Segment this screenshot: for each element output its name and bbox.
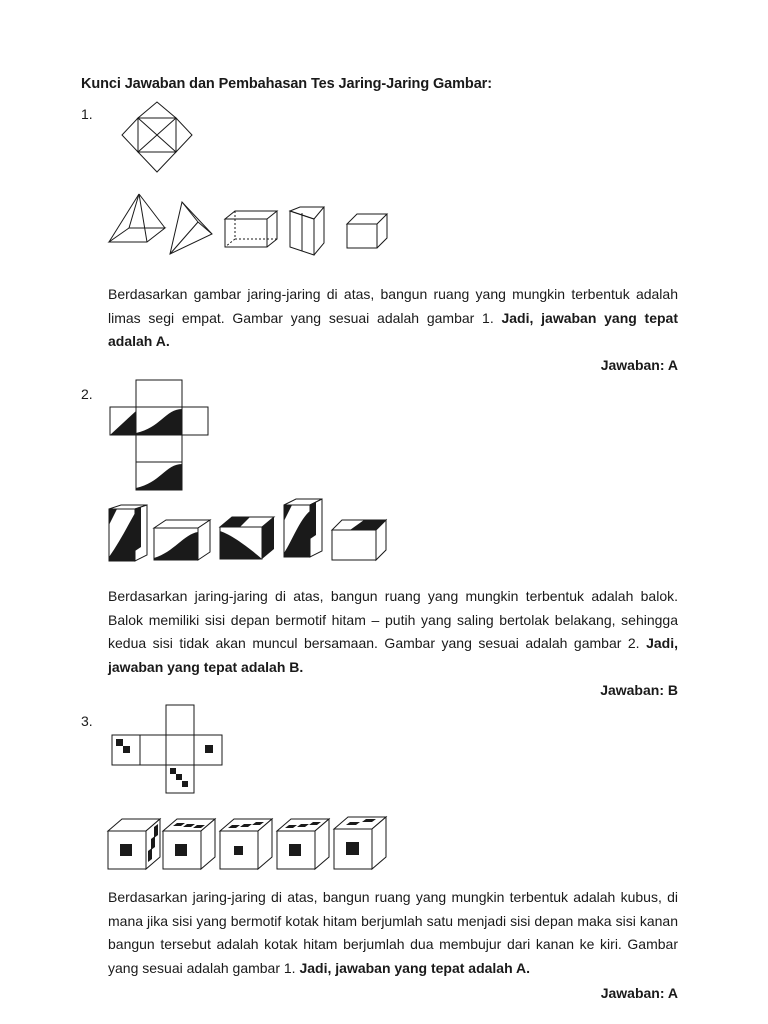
item-2-option-d (282, 497, 324, 559)
item-3-text: Berdasarkan jaring-jaring di atas, bangun ruang yang mungkin terbentuk adalah kubus, di mana jika sisi yang bermotif kotak hitam berjumlah satu menjadi sisi depan maka sisi kanan bangun tersebut adalah kotak hitam berjumlah dua membujur dari kanan ke kiri. Gambar yang sesuai adalah gambar 1. (108, 889, 678, 976)
item-2-explanation (108, 585, 678, 679)
item-3-option-a-cube (106, 817, 162, 871)
item-2-number: 2. (81, 386, 93, 402)
item-3-option-b-cube (161, 817, 217, 871)
item-2-option-b (152, 518, 212, 562)
item-1-option-d-prism (288, 205, 328, 261)
item-2-option-e (330, 518, 388, 562)
item-2-answer: Jawaban: B (600, 682, 678, 698)
item-1-explanation (108, 283, 678, 354)
item-1-text: Berdasarkan gambar jaring-jaring di atas, bangun ruang yang mungkin terbentuk adalah limas segi empat. Gambar yang sesuai adalah gambar 1. (108, 286, 678, 326)
item-3-option-d-cube (275, 817, 331, 871)
item-1-option-c-box (223, 209, 279, 251)
item-1-net-figure (118, 100, 198, 175)
item-2-net-figure (108, 380, 210, 492)
page-title: Kunci Jawaban dan Pembahasan Tes Jaring-Jaring Gambar: (81, 76, 492, 92)
item-3-answer: Jawaban: A (600, 985, 678, 1001)
item-3-net-figure (110, 703, 224, 795)
item-2-conclusion: Jadi, jawaban yang tepat adalah B. (108, 635, 678, 675)
item-1-number: 1. (81, 106, 93, 122)
item-3-number: 3. (81, 713, 93, 729)
item-1-option-e-cube (345, 212, 389, 250)
item-1-option-b-tetrahedron (168, 200, 214, 256)
item-2-option-a (107, 503, 149, 563)
item-2-text: Berdasarkan jaring-jaring di atas, bangun ruang yang mungkin terbentuk adalah balok. Balok memiliki sisi depan bermotif hitam – putih yang saling bertolak belakang, sehingga kedua sisi tidak akan muncul bersamaan. Gambar yang sesuai adalah gambar 2. (108, 588, 678, 651)
item-2-option-c (218, 515, 276, 561)
item-1-answer: Jawaban: A (600, 357, 678, 373)
item-3-option-e-cube (332, 815, 388, 871)
item-3-explanation (108, 886, 678, 980)
item-1-conclusion: Jadi, jawaban yang tepat adalah A. (108, 309, 678, 349)
item-1-option-a-pyramid (107, 192, 169, 252)
item-3-conclusion: Jadi, jawaban yang tepat adalah A. (299, 959, 531, 976)
item-3-option-c-cube (218, 817, 274, 871)
